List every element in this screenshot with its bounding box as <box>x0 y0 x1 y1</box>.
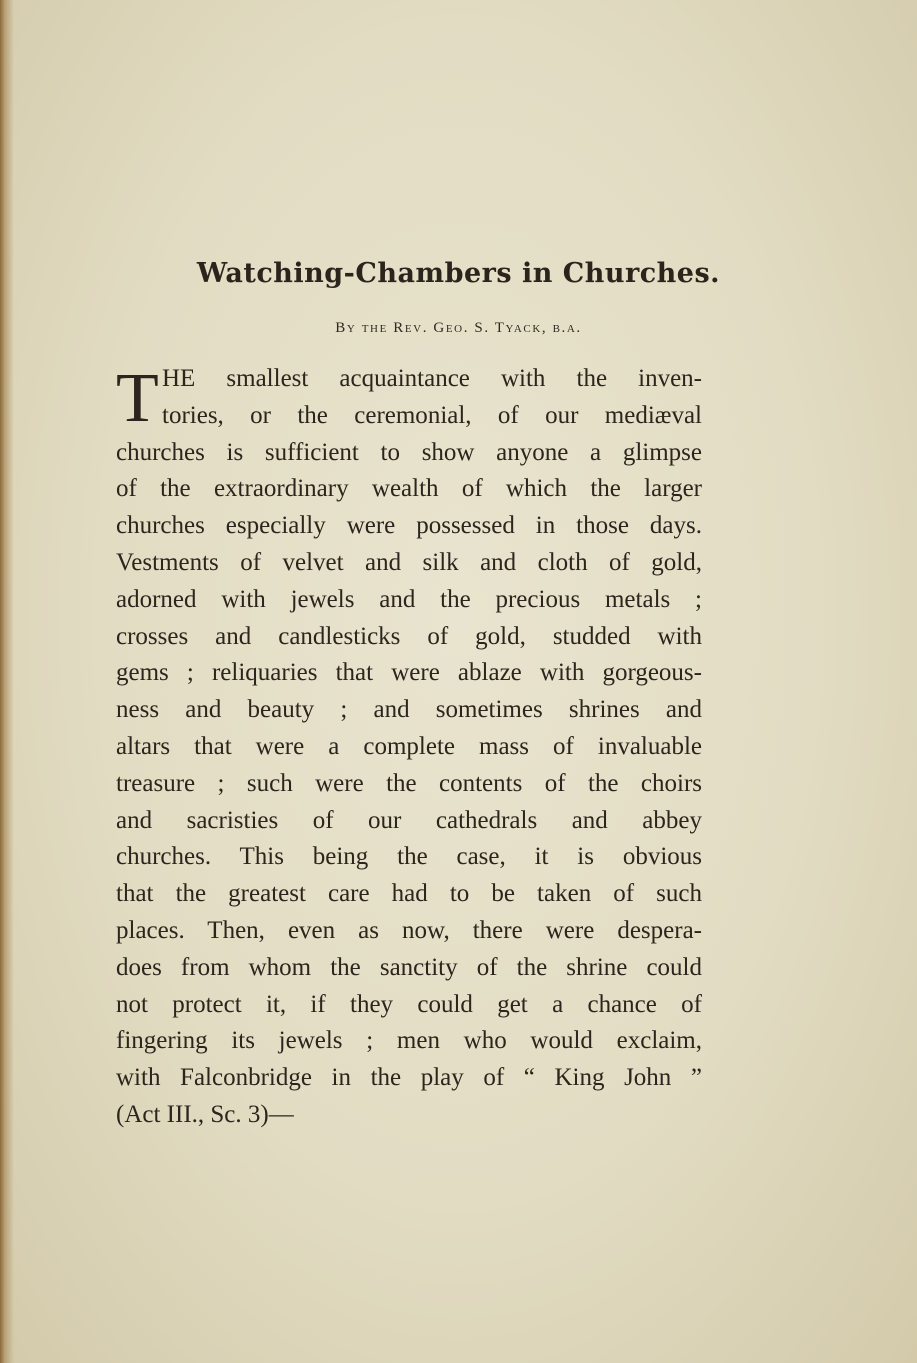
text-line: churches. This being the case, it is obvious <box>116 843 702 871</box>
byline: By the Rev. Geo. S. Tyack, b.a. <box>335 320 582 336</box>
text-line: that the greatest care had to be taken of such <box>116 880 702 908</box>
text-line: churches is sufficient to show anyone a glimpse <box>116 438 702 466</box>
text-line: of the extraordinary wealth of which the larger <box>116 475 702 503</box>
article-title: Watching-Chambers in Churches. <box>196 258 721 289</box>
drop-cap: T <box>116 360 159 437</box>
text-line: churches especially were possessed in those days. <box>116 512 702 540</box>
text-line: ness and beauty ; and sometimes shrines and <box>116 696 702 724</box>
text-line: and sacristies of our cathedrals and abbey <box>116 806 702 834</box>
text-line: treasure ; such were the contents of the choirs <box>116 769 702 797</box>
page-edge <box>0 0 14 1363</box>
text-line: not protect it, if they could get a chance of <box>116 990 702 1018</box>
text-line: Vestments of velvet and silk and cloth of gold, <box>116 548 702 576</box>
text-line: altars that were a complete mass of invaluable <box>116 732 702 760</box>
text-line: crosses and candlesticks of gold, studded with <box>116 622 702 650</box>
text-line: tories, or the ceremonial, of our mediæval <box>162 401 702 429</box>
body-text <box>116 361 702 1134</box>
text-line: places. Then, even as now, there were despera- <box>116 916 702 944</box>
text-line: does from whom the sanctity of the shrine could <box>116 953 702 981</box>
text-line: adorned with jewels and the precious metals ; <box>116 585 702 613</box>
text-line: gems ; reliquaries that were ablaze with gorgeous- <box>116 659 702 687</box>
text-line: with Falconbridge in the play of “ King John ” <box>116 1064 702 1092</box>
text-line: (Act III., Sc. 3)— <box>116 1100 294 1128</box>
text-line: HE smallest acquaintance with the inven- <box>162 365 702 392</box>
text-line: fingering its jewels ; men who would exclaim, <box>116 1027 702 1055</box>
